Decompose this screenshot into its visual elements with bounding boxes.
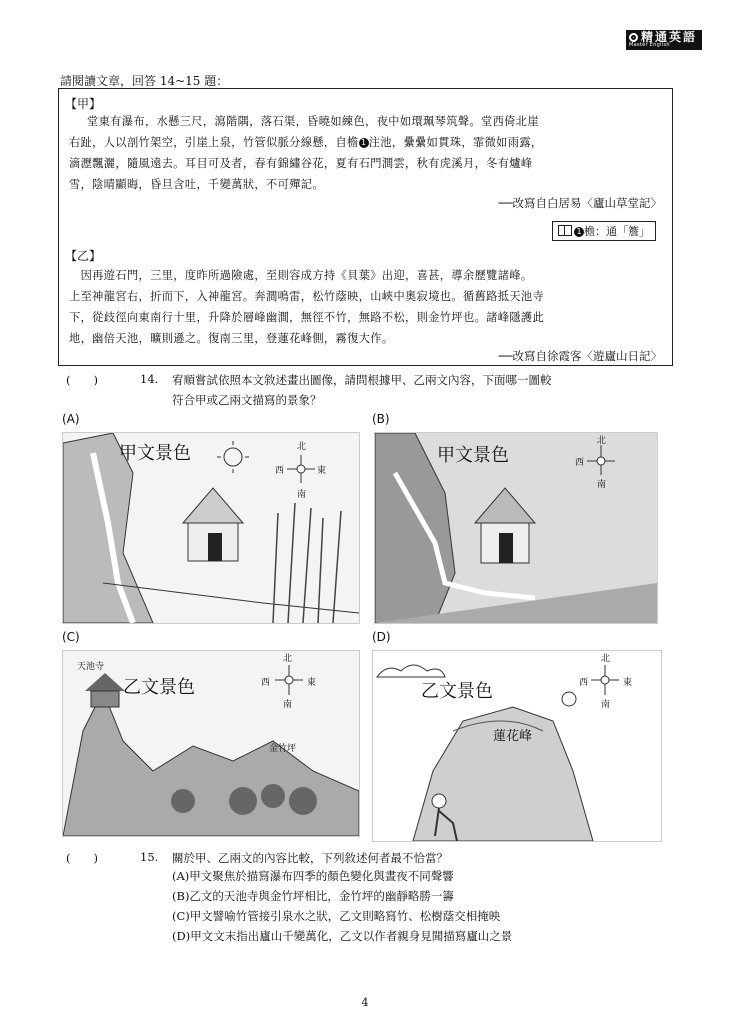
option-b-scene [375, 433, 657, 623]
passage-a-line-4: 雪，陰晴顯晦，昏旦含吐，千變萬狀，不可殫記。 [69, 178, 324, 191]
book-icon [558, 225, 572, 236]
passage-a-line-3: 滴瀝飄灑，隨風遠去。耳目可及者，春有錦繡谷花，夏有石門澗雲，秋有虎溪月，冬有爐峰 [69, 157, 533, 170]
brand-name: 精通英語 [640, 30, 697, 44]
brand-logo [626, 30, 702, 50]
q15-text: 關於甲、乙兩文的內容比較，下列敘述何者最不恰當？ [172, 851, 448, 865]
brand-logo-box [626, 30, 702, 50]
page-number: 4 [361, 996, 369, 1009]
brand-sub: Master English [628, 42, 670, 48]
option-b-image[interactable]: 甲文景色 北 南 西 [374, 432, 658, 624]
q14-answer-blank[interactable]: ( ) [66, 373, 98, 387]
option-a-image[interactable]: 甲文景色 北 南 東 西 [62, 432, 360, 624]
option-c-title: 乙文景色 [123, 677, 195, 698]
option-a-scene [63, 433, 359, 623]
footnote-box: 1 檐：通「簷」 [552, 221, 656, 241]
sun-icon [224, 448, 242, 466]
footnote-text: 檐：通「簷」 [584, 225, 650, 238]
q15-number: 15. [140, 850, 159, 864]
q14-text-line-1: 宥順嘗試依照本文敘述畫出圖像，請問根據甲、乙兩文內容，下面哪一圖較 [172, 373, 552, 387]
passage-a-source: ──改寫自白居易〈廬山草堂記〉 [498, 196, 662, 210]
option-d-scene [373, 651, 661, 841]
option-d-title: 乙文景色 [421, 681, 493, 702]
passage-a-line-1: 堂東有瀑布，水懸三尺，瀉階隅，落石渠，昏曉如練色，夜中如環珮琴筑聲。堂西倚北崖 [87, 115, 539, 128]
option-a-title: 甲文景色 [119, 443, 191, 464]
q14-text-line-2: 符合甲或乙兩文描寫的景象？ [172, 393, 322, 407]
logo-mark-icon [629, 33, 638, 42]
option-c-label[interactable]: (C) [62, 630, 80, 644]
option-c-label-jinzhuping: 金竹坪 [269, 744, 297, 754]
q14-number: 14. [140, 372, 159, 386]
option-d-label[interactable]: (D) [372, 630, 391, 644]
q15-choice-c[interactable]: (C)甲文譬喻竹管接引泉水之狀，乙文則略寫竹、松樹蔭交相掩映 [172, 909, 501, 923]
sun-icon [562, 692, 576, 706]
q15-answer-blank[interactable]: ( ) [66, 851, 98, 865]
passage-b-line-1: 因再遊石門，三里，度昨所過險處，至則容成方持《貝葉》出迎，喜甚，導余歷覽諸峰。 [69, 269, 533, 282]
footnote-marker: 1 [359, 138, 369, 148]
passage-b-line-2: 上至神龍宮右，折而下，入神龍宮。奔澗鳴雷，松竹蔭映，山峽中奧寂境也。循舊路抵天池寺 [69, 290, 545, 303]
instructions: 請閱讀文章，回答 14~15 題： [60, 74, 229, 88]
option-c-label-tianchi: 天池寺 [77, 662, 105, 672]
passage-box [58, 88, 673, 366]
q15-choice-b[interactable]: (B)乙文的天池寺與金竹坪相比，金竹坪的幽靜略勝一籌 [172, 889, 454, 903]
option-a-label[interactable]: (A) [62, 412, 80, 426]
passage-a-header: 【甲】 [65, 97, 102, 111]
passage-b-source: ──改寫自徐霞客〈遊廬山日記〉 [498, 349, 662, 363]
option-b-label[interactable]: (B) [372, 412, 390, 426]
option-c-image[interactable]: 天池寺 乙文景色 北 南 東 西 金竹坪 [62, 650, 360, 837]
option-d-image[interactable]: 乙文景色 蓮花峰 北 南 東 西 [372, 650, 662, 842]
q15-choice-d[interactable]: (D)甲文文末指出廬山千變萬化，乙文以作者親身見聞描寫廬山之景 [172, 929, 513, 943]
passage-b-header: 【乙】 [65, 249, 102, 263]
passage-a-line-2: 右趾，人以剖竹架空，引崖上泉，竹管似脈分線懸，自檐 1 注池，纍纍如貫珠，霏微如雨露， [69, 136, 543, 149]
q15-choice-a[interactable]: (A)甲文聚焦於描寫瀑布四季的顏色變化與晝夜不同聲響 [172, 869, 454, 883]
option-d-label-lianhua: 蓮花峰 [493, 729, 533, 744]
option-b-title: 甲文景色 [437, 445, 509, 466]
passage-b-line-4: 地，幽倍天池，曠則遜之。復南三里，登蓮花峰側，霧復大作。 [69, 332, 394, 345]
passage-b-line-3: 下，從歧徑向東南行十里，升降於層峰幽澗，無徑不竹，無路不松，則金竹坪也。諸峰隱護此 [69, 311, 545, 324]
